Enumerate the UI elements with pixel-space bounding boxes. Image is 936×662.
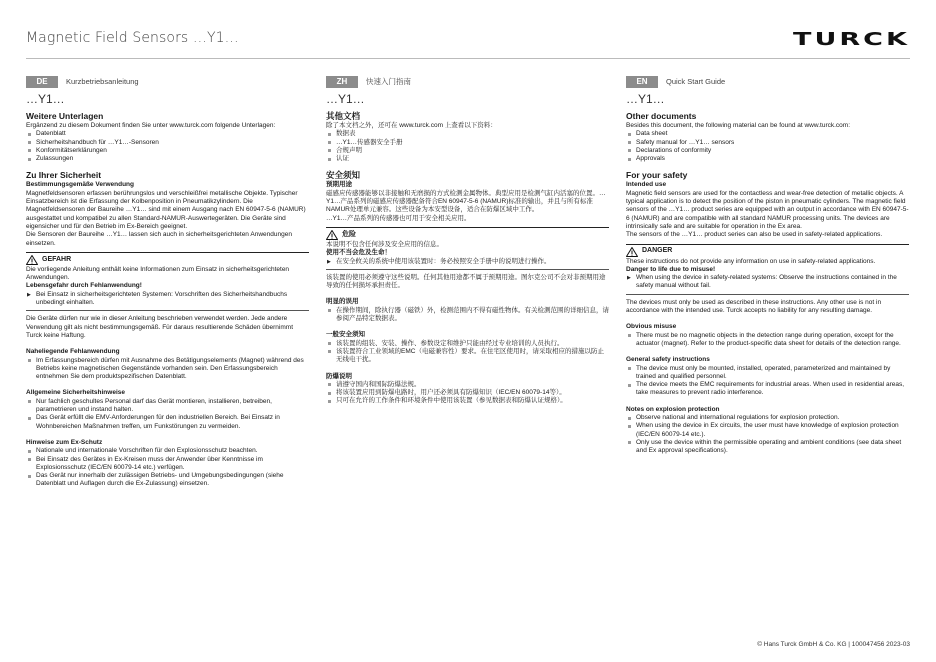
danger-title [26, 255, 309, 265]
general-safety-list [326, 340, 609, 365]
language-code-badge: EN [626, 76, 658, 88]
list-item: Safety manual for …Y1… sensors [626, 139, 909, 147]
danger-text: 本说明不包含任何涉及安全应用的信息。 [326, 240, 443, 248]
list-item: 请遵守国内和国际防爆法规。 [326, 381, 609, 389]
misuse-heading: Obvious misuse [626, 323, 677, 331]
language-header [626, 76, 909, 88]
list-item: Datenblatt [26, 130, 309, 138]
list-item: Only use the device within the permissible operating and ambient conditions (see data sheet and Ex approval specifications). [626, 439, 909, 456]
product-name: …Y1… [26, 92, 65, 106]
language-doc-type: 快速入门指南 [366, 76, 411, 86]
list-item: Zulassungen [26, 155, 309, 163]
list-item: 该装置的组装、安装、操作、参数设定和维护只能由经过专业培训的人员执行。 [326, 340, 609, 348]
danger-notice [26, 252, 309, 311]
document-title: Magnetic Field Sensors …Y1… [26, 30, 239, 46]
safety-related-text: Die Sensoren der Baureihe …Y1… lassen sich auch in sicherheitsgerichteten Anwendungen einsetzen. [26, 231, 292, 247]
danger-notice [626, 244, 909, 295]
use-restriction-text: The devices must only be used as described in these instructions. Any other use is not in accordance with the intended use. Turck accepts no liability for any resulting damage. [626, 298, 882, 315]
danger-actions [326, 258, 609, 266]
other-documents-heading: Other documents [626, 111, 697, 121]
list-item: The device must only be mounted, installed, operated, parameterized and maintained by trained and qualified personnel. [626, 365, 909, 382]
list-item: 该装置符合工业领域的EMC（电磁兼容性）要求。在住宅区使用时，请采取相应的措施以防止无线电干扰。 [326, 348, 609, 365]
use-restriction-text: Die Geräte dürfen nur wie in dieser Anleitung beschrieben verwendet werden. Jede andere Verwendung gilt als nicht bestimmungsgemäß. Für daraus resultierende Schäden übernimmt Turck keine Haftung. [26, 315, 293, 339]
misuse-list [326, 307, 609, 324]
list-item: …Y1…传感器安全手册 [326, 139, 609, 147]
danger-title [326, 230, 609, 240]
safety-related-text: …Y1…产品系列的传感器也可用于安全相关应用。 [326, 214, 471, 222]
misuse-list [26, 357, 309, 382]
use-restriction-text: 该装置的使用必须遵守这些说明。任何其他用途都不属于预期用途。图尔克公司不会对非预期用途导致的任何损坏承担责任。 [326, 273, 606, 290]
list-item: Data sheet [626, 130, 909, 138]
warning-triangle-icon [626, 247, 638, 257]
list-item: ▶ When using the device in safety-related systems: Observe the instructions contained in the safety manual without fail. [626, 274, 909, 291]
intended-use-text: 磁感应传感器能够以非接触和无磨损的方式检测金属物体。典型应用是检测气缸内活塞的位置。…Y1…产品系列的磁感应传感器配备符合EN 60947-5-6 (NAMUR)标准的输出，并且与所有标准NAMUR处理单元兼容。这些设备为本安型设备，适合在防爆区域中工作。 [326, 189, 606, 214]
general-safety-heading: Allgemeine Sicherheitshinweise [26, 389, 125, 397]
list-item: ▶ 在安全攸关的系统中使用该装置时：务必按照安全手册中的说明进行操作。 [326, 258, 609, 266]
misuse-heading: 明显的误用 [326, 298, 359, 306]
list-item: Konformitätserklärungen [26, 147, 309, 155]
column-de [26, 76, 309, 489]
language-code-badge: DE [26, 76, 58, 88]
safety-heading: 安全须知 [326, 170, 361, 181]
danger-actions [626, 274, 909, 291]
page-header [26, 22, 910, 52]
general-safety-list [626, 365, 909, 398]
list-item: 在操作期间，除执行器（磁铁）外，检测范围内不得有磁性物体。有关检测范围的详细信息，请参阅产品特定数据表。 [326, 307, 609, 324]
column-en [626, 76, 909, 456]
general-safety-heading: 一般安全须知 [326, 331, 365, 339]
other-documents-text: Besides this document, the following material can be found at www.turck.com: [626, 122, 850, 129]
other-documents-heading: Weitere Unterlagen [26, 111, 104, 121]
list-item: Declarations of conformity [626, 147, 909, 155]
general-safety-list [26, 398, 309, 431]
list-item: 只可在允许的工作条件和环境条件中使用该装置（参见数据表和防爆认证规格）。 [326, 397, 609, 405]
list-item: 认证 [326, 155, 609, 163]
list-item: Das Gerät nur innerhalb der zulässigen Betriebs- und Umgebungsbedingungen (siehe Datenblatt und Auflagen durch die Ex-Zulassung) einsetzen. [26, 472, 309, 489]
list-item: Bei Einsatz des Gerätes in Ex-Kreisen muss der Anwender über Kenntnisse im Explosionsschutz (IEC/EN 60079-14 etc.) verfügen. [26, 456, 309, 473]
danger-label: GEFAHR [42, 255, 72, 263]
ex-protection-list [26, 447, 309, 488]
language-header [26, 76, 309, 88]
footer-copyright: © Hans Turck GmbH & Co. KG | 100047456 2023-03 [757, 641, 910, 648]
ex-protection-list [326, 381, 609, 406]
product-name: …Y1… [626, 92, 665, 106]
list-item: 合规声明 [326, 147, 609, 155]
other-documents-list [626, 130, 909, 163]
product-name: …Y1… [326, 92, 365, 106]
danger-label: 危险 [342, 230, 356, 238]
general-safety-heading: General safety instructions [626, 356, 710, 364]
other-documents-text: Ergänzend zu diesem Dokument finden Sie unter www.turck.com folgende Unterlagen: [26, 122, 276, 129]
list-item: Nur fachlich geschultes Personal darf das Gerät montieren, installieren, betreiben, parametrieren und instand halten. [26, 398, 309, 415]
misuse-list [626, 332, 909, 349]
danger-actions [26, 291, 309, 308]
header-divider [26, 58, 910, 59]
other-documents-list [26, 130, 309, 163]
language-doc-type: Kurzbetriebsanleitung [66, 76, 139, 86]
danger-consequence: 使用不当会危及生命！ [326, 249, 391, 257]
list-item: Observe national and international regulations for explosion protection. [626, 414, 909, 422]
ex-protection-list [626, 414, 909, 455]
list-item: There must be no magnetic objects in the detection range during operation, except for the actuator (magnet). Refer to the product-specific data sheet for details of the detection range. [626, 332, 909, 349]
intended-use-heading: 预期用途 [326, 181, 352, 189]
danger-title [626, 247, 909, 257]
warning-triangle-icon [326, 230, 338, 240]
other-documents-text: 除了本文档之外，还可在 www.turck.com 上查看以下资料： [326, 122, 497, 129]
danger-consequence: Lebensgefahr durch Fehlanwendung! [26, 282, 142, 290]
other-documents-heading: 其他文档 [326, 111, 361, 121]
language-code-badge: ZH [326, 76, 358, 88]
list-item: Im Erfassungsbereich dürfen mit Ausnahme des Betätigungselements (Magnet) während des Betriebs keine magnetischen Gegenstände vorhanden sein. Den Erfassungsbereich entnehmen Sie dem produktspezifischen Datenblatt. [26, 357, 309, 382]
list-item: Das Gerät erfüllt die EMV-Anforderungen für den industriellen Bereich. Bei Einsatz in Wohnbereichen Maßnahmen treffen, um Funkstörungen zu vermeiden. [26, 414, 309, 431]
ex-protection-heading: Hinweise zum Ex-Schutz [26, 438, 103, 446]
safety-related-text: The sensors of the …Y1… product series can also be used in safety-related applications. [626, 231, 883, 239]
list-item: Approvals [626, 155, 909, 163]
misuse-heading: Naheliegende Fehlanwendung [26, 348, 120, 356]
language-doc-type: Quick Start Guide [666, 76, 726, 86]
intended-use-text: Magnetic field sensors are used for the contactless and wear-free detection of metallic objects. A typical application is to detect the position of the piston in pneumatic cylinders. The magnetic field sensors of the …Y1… product series are equipped with an output in accordance with EN 60947-5-6 (NAMUR) and are compatible with all standard NAMUR processing units. The devices are intrinsically safe and are suitable for operation in the Ex area. [626, 189, 909, 230]
list-item: Sicherheitshandbuch für …Y1…-Sensoren [26, 139, 309, 147]
ex-protection-heading: 防爆说明 [326, 372, 352, 380]
list-item: 数据表 [326, 130, 609, 138]
safety-heading: Zu Ihrer Sicherheit [26, 170, 102, 181]
turck-logo: TURCK [793, 29, 910, 50]
warning-triangle-icon [26, 255, 38, 265]
danger-text: Die vorliegende Anleitung enthält keine Informationen zum Einsatz in sicherheitsgerichteten Anwendungen. [26, 265, 290, 282]
column-zh [326, 76, 609, 406]
intended-use-heading: Bestimmungsgemäße Verwendung [26, 181, 134, 189]
danger-text: These instructions do not provide any information on use in safety-related applications. [626, 257, 876, 265]
list-item: 将该装置应用到防爆电路时，用户还必须具有防爆知识（IEC/EN 60079-14等）。 [326, 389, 609, 397]
safety-heading: For your safety [626, 170, 688, 181]
list-item: When using the device in Ex circuits, the user must have knowledge of explosion protection (IEC/EN 60079-14 etc.). [626, 422, 909, 439]
list-item: Nationale und internationale Vorschriften für den Explosionsschutz beachten. [26, 447, 309, 455]
intended-use-heading: Intended use [626, 181, 667, 189]
danger-consequence: Danger to life due to misuse! [626, 265, 716, 273]
list-item: ▶ Bei Einsatz in sicherheitsgerichteten Systemen: Vorschriften des Sicherheitshandbuchs unbedingt einhalten. [26, 291, 309, 308]
intended-use-text: Magnetfeldsensoren erfassen berührungslos und verschleißfrei metallische Objekte. Typischer Einsatzbereich ist die Erfassung der Kolbenposition in Pneumatikzylindern. Die Magnetfeldsensoren der Baureihe …Y1… sind mit einem Ausgang nach EN 60947-5-6 (NAMUR) ausgestattet und kompatibel zu allen Standard-NAMUR-Auswertegeräten. Die Geräte sind eigensicher und für den Betrieb im Ex-Bereich geeignet. [26, 189, 306, 230]
other-documents-list [326, 130, 609, 163]
danger-label: DANGER [642, 247, 673, 255]
ex-protection-heading: Notes on explosion protection [626, 405, 720, 413]
danger-notice [326, 227, 609, 270]
list-item: The device meets the EMC requirements for industrial areas. When used in residential areas, take measures to prevent radio interference. [626, 381, 909, 398]
language-header [326, 76, 609, 88]
